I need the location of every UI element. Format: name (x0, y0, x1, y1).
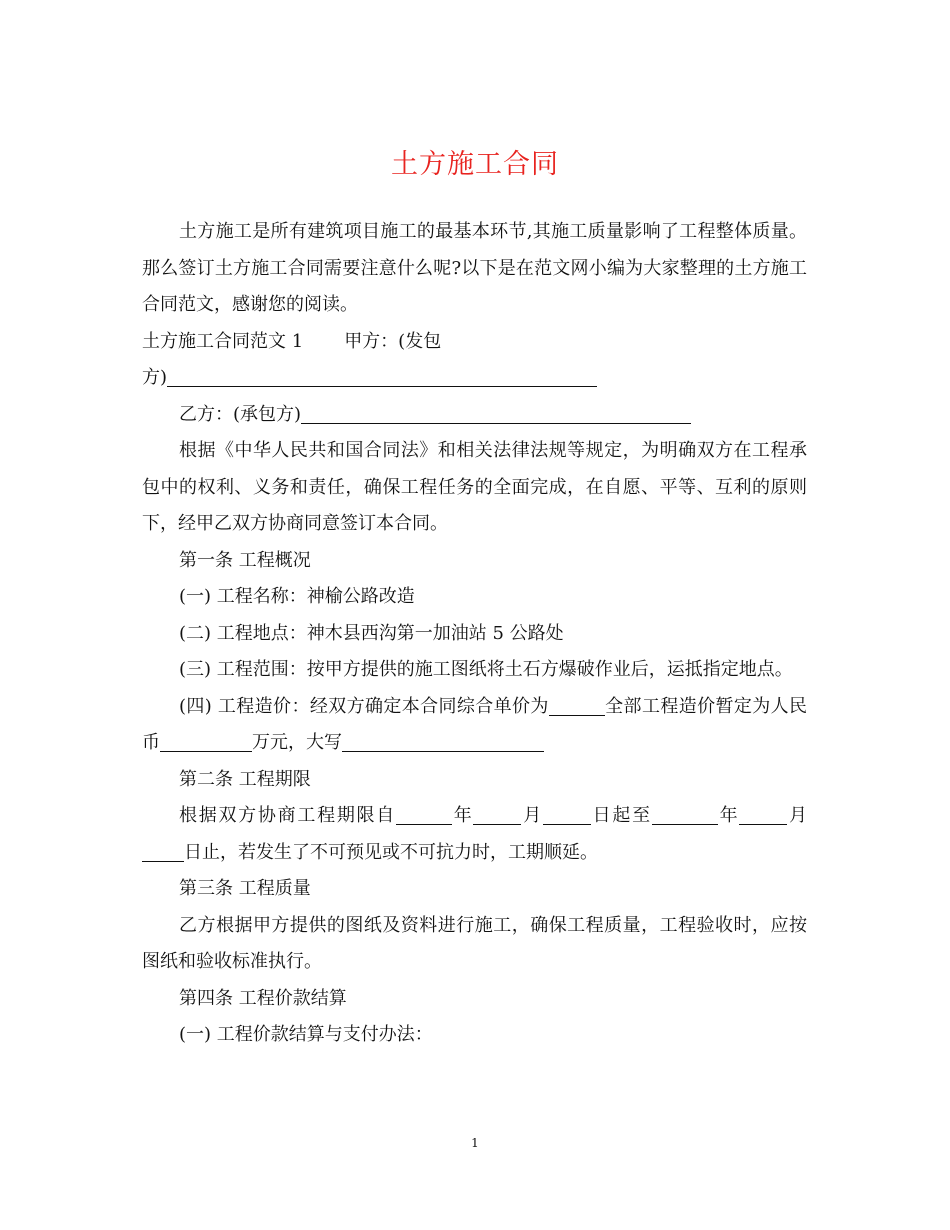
document-title: 土方施工合同 (391, 149, 559, 180)
article-1-heading: 第一条 工程概况 (179, 549, 311, 571)
cost-text-b: 全部工程造价暂定为人民币 (142, 695, 808, 753)
project-location-item: (二) 工程地点：神木县西沟第一加油站 5 公路处 (179, 622, 564, 644)
article-4-heading: 第四条 工程价款结算 (179, 987, 347, 1009)
project-scope-item: (三) 工程范围：按甲方提供的施工图纸将土石方爆破作业后，运抵指定地点。 (179, 659, 793, 680)
start-day-blank[interactable] (543, 802, 591, 825)
period-text-b: 日起至 (590, 805, 652, 826)
end-year-blank[interactable] (652, 802, 718, 825)
end-month-blank[interactable] (739, 802, 787, 825)
cost-in-words-blank[interactable] (342, 729, 544, 752)
page-number: 1 (471, 1136, 479, 1150)
party-b-blank[interactable] (301, 401, 691, 424)
year-label: 年 (452, 805, 474, 826)
party-a-label-cont: 方) (142, 367, 168, 388)
document-body (142, 214, 807, 1054)
period-paragraph (142, 798, 807, 871)
month-label: 月 (521, 805, 543, 826)
intro-paragraph: 土方施工是所有建筑项目施工的最基本环节,其施工质量影响了工程整体质量。那么签订土方施工合同需要注意什么呢?以下是在范文网小编为大家整理的土方施工合同范文，感谢您的阅读。 (142, 221, 807, 315)
party-a-blank[interactable] (167, 364, 597, 387)
sample-heading: 土方施工合同范文 1 (142, 330, 304, 352)
party-a-label: 甲方：(发包 (344, 330, 442, 352)
total-cost-blank[interactable] (160, 729, 252, 752)
cost-text-a: (四) 工程造价：经双方确定本合同综合单价为 (179, 695, 549, 717)
payment-item: (一) 工程价款结算与支付办法： (179, 1024, 433, 1045)
period-text-c: 日止，若发生了不可预见或不可抗力时，工期顺延。 (184, 841, 598, 863)
party-b-label: 乙方：(承包方) (179, 403, 302, 425)
start-year-blank[interactable] (396, 802, 452, 825)
party-b-line (142, 397, 807, 434)
period-text-a: 根据双方协商工程期限自 (179, 805, 396, 826)
month-label: 月 (787, 805, 808, 826)
project-name-item: (一) 工程名称：神榆公路改造 (179, 586, 415, 607)
article-3-heading: 第三条 工程质量 (179, 878, 311, 899)
end-day-blank[interactable] (142, 839, 184, 862)
year-label: 年 (717, 805, 740, 826)
project-cost-item (142, 689, 807, 762)
article-2-heading: 第二条 工程期限 (179, 768, 311, 790)
party-a-blank-line (142, 360, 807, 397)
preamble-paragraph: 根据《中华人民共和国合同法》和相关法律法规等规定，为明确双方在工程承包中的权利、义务和责任，确保工程任务的全面完成，在自愿、平等、互利的原则下，经甲乙双方协商同意签订本合同。 (142, 440, 807, 534)
unit-price-blank[interactable] (549, 693, 605, 716)
party-a-line (142, 324, 807, 361)
start-month-blank[interactable] (473, 802, 521, 825)
quality-paragraph: 乙方根据甲方提供的图纸及资料进行施工，确保工程质量，工程验收时，应按图纸和验收标准执行。 (142, 914, 807, 972)
cost-text-c: 万元，大写 (252, 732, 342, 753)
